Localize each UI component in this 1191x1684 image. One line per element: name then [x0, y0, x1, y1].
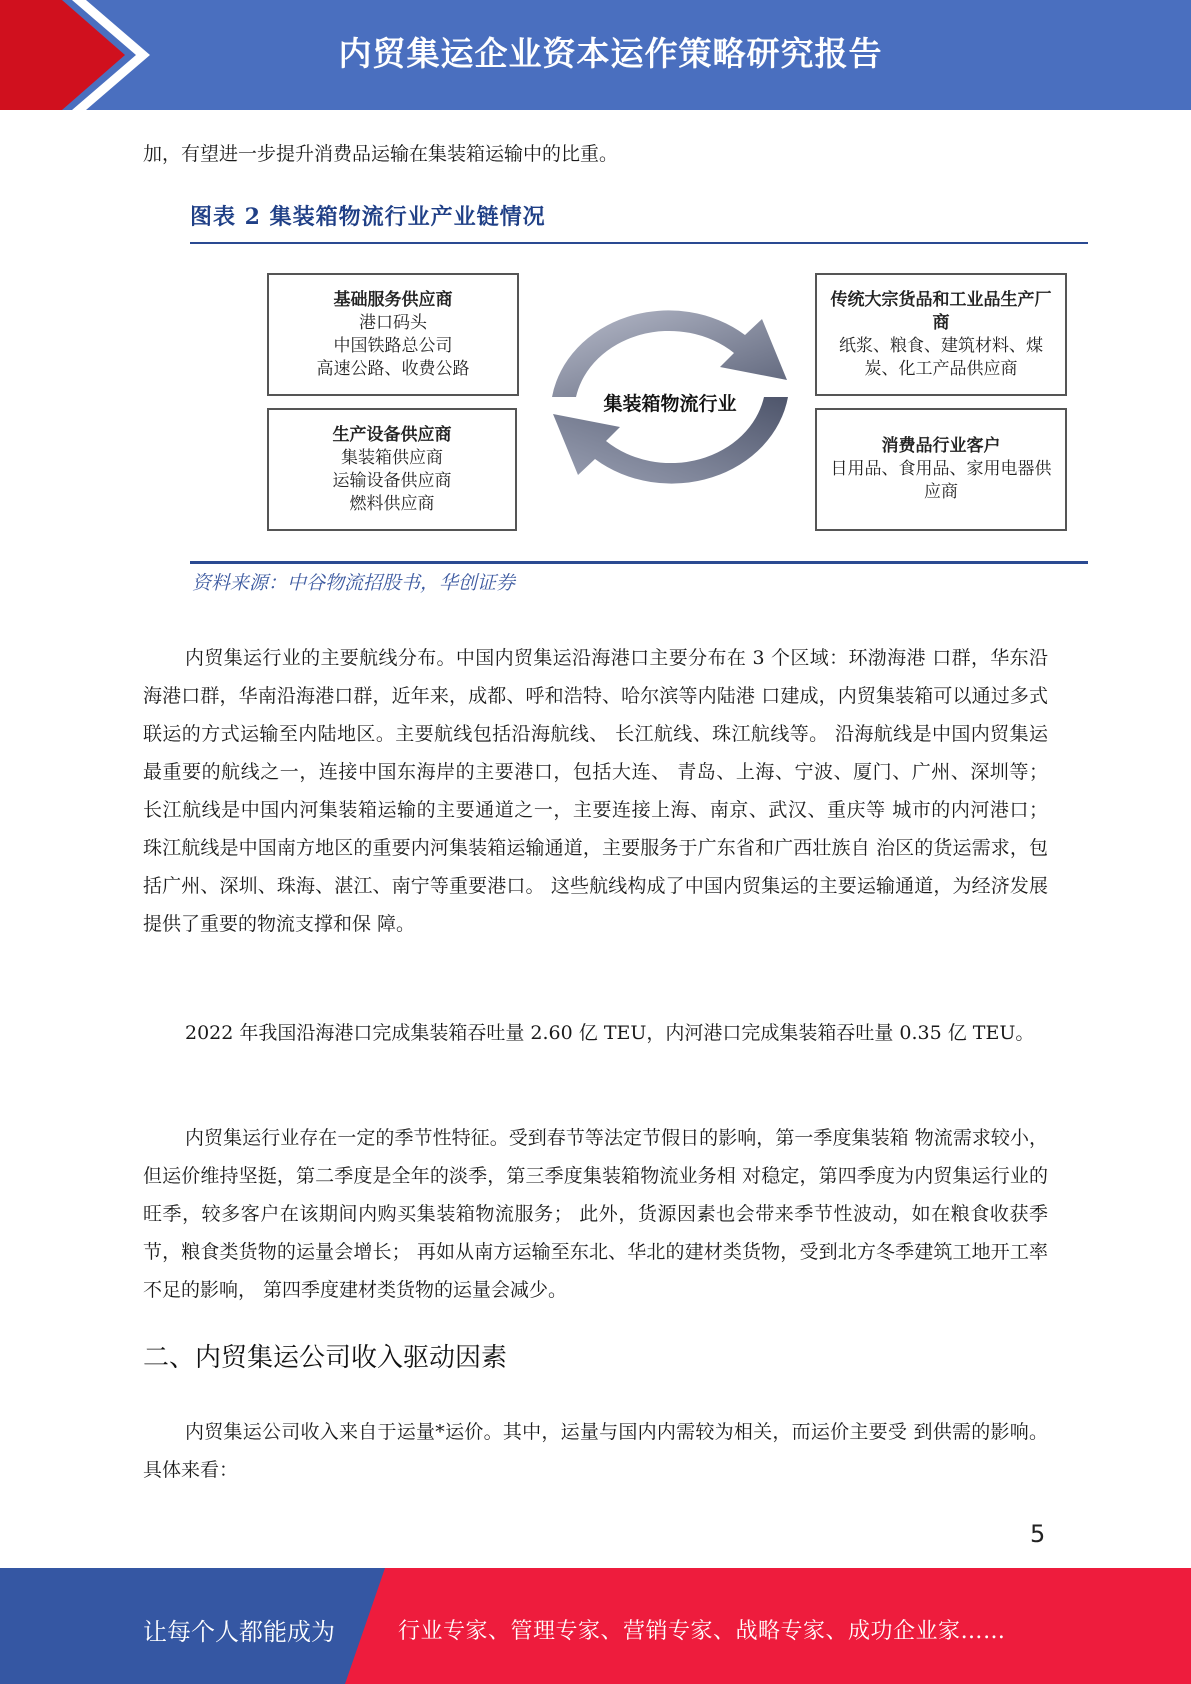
- figure-bottom-rule: [190, 561, 1088, 564]
- intro-continuation: 加，有望进一步提升消费品运输在集装箱运输中的比重。: [143, 143, 619, 165]
- box-line: 运输设备供应商: [332, 470, 452, 491]
- page-header: [0, 0, 1191, 110]
- header-title: 内贸集运企业资本运作策略研究报告: [338, 34, 883, 73]
- footer-slogan-left: 让每个人都能成为: [143, 1618, 335, 1646]
- box-line: 集装箱供应商: [341, 447, 443, 468]
- box-line: 燃料供应商: [349, 493, 435, 514]
- paragraph-revenue-drivers: 内贸集运公司收入来自于运量*运价。其中，运量与国内内需较为相关，而运价主要受 到供需的影响。具体来看：: [143, 1421, 1048, 1481]
- box-bulk-industrial-manufacturers: [815, 273, 1067, 396]
- box-line: 高速公路、收费公路: [316, 358, 470, 379]
- box-heading: 消费品行业客户: [881, 436, 1001, 456]
- box-consumer-goods-customers: [815, 408, 1067, 531]
- box-heading: 生产设备供应商: [332, 424, 452, 445]
- box-line: 中国铁路总公司: [333, 335, 453, 356]
- figure-title: 图表 2 集装箱物流行业产业链情况: [190, 204, 546, 230]
- box-line: 港口码头: [359, 312, 427, 333]
- box-line: 纸浆、粮食、建筑材料、煤炭、化工产品供应商: [839, 335, 1043, 379]
- section-heading: 二、内贸集运公司收入驱动因素: [143, 1343, 508, 1373]
- page-footer: [0, 1568, 1191, 1684]
- box-basic-service-suppliers: [267, 273, 519, 396]
- cycle-center-label: 集装箱物流行业: [603, 393, 737, 415]
- box-line: 日用品、食用品、家用电器供应商: [830, 459, 1052, 502]
- page-number: 5: [1030, 1520, 1046, 1548]
- paragraph-seasonality: 内贸集运行业存在一定的季节性特征。受到春节等法定节假日的影响，第一季度集装箱 物流需求较小，但运价维持坚挺，第二季度是全年的淡季，第三季度集装箱物流业务相 对稳定，第四季度为内贸集运行业的旺季，较多客户在该期间内购买集装箱物流服务； 此外，货源因素也会带来季节性波动，如在粮食收获季节，粮食类货物的运量会增长； 再如从南方运输至东北、华北的建材类货物，受到北方冬季建筑工地开工率不足的影响， 第四季度建材类货物的运量会减少。: [143, 1127, 1048, 1301]
- box-heading: 传统大宗货品和工业品生产厂商: [830, 289, 1052, 333]
- figure-top-rule: [190, 242, 1088, 244]
- paragraph-throughput-2022: 2022 年我国沿海港口完成集装箱吞吐量 2.60 亿 TEU，内河港口完成集装箱吞吐量 0.35 亿 TEU。: [185, 1022, 1035, 1044]
- box-production-equipment-suppliers: [267, 408, 517, 531]
- paragraph-shipping-routes: 内贸集运行业的主要航线分布。中国内贸集运沿海港口主要分布在 3 个区域：环渤海港 口群，华东沿海港口群，华南沿海港口群，近年来，成都、呼和浩特、哈尔滨等内陆港 口建成，内贸集装箱可以通过多式联运的方式运输至内陆地区。主要航线包括沿海航线、 长江航线、珠江航线等。 沿海航线是中国内贸集运最重要的航线之一，连接中国东海岸的主要港口，包括大连、 青岛、上海、宁波、厦门、广州、深圳等； 长江航线是中国内河集装箱运输的主要通道之一，主要连接上海、南京、武汉、重庆等 城市的内河港口； 珠江航线是中国南方地区的重要内河集装箱运输通道，主要服务于广东省和广西壮族自 治区的货运需求，包括广州、深圳、珠海、湛江、南宁等重要港口。 这些航线构成了中国内贸集运的主要运输通道，为经济发展提供了重要的物流支撑和保 障。: [143, 647, 1048, 935]
- figure-source: 资料来源：中谷物流招股书，华创证券: [192, 572, 516, 594]
- footer-slogan-right: 行业专家、管理专家、营销专家、战略专家、成功企业家……: [398, 1619, 1006, 1644]
- box-heading: 基础服务供应商: [333, 289, 453, 310]
